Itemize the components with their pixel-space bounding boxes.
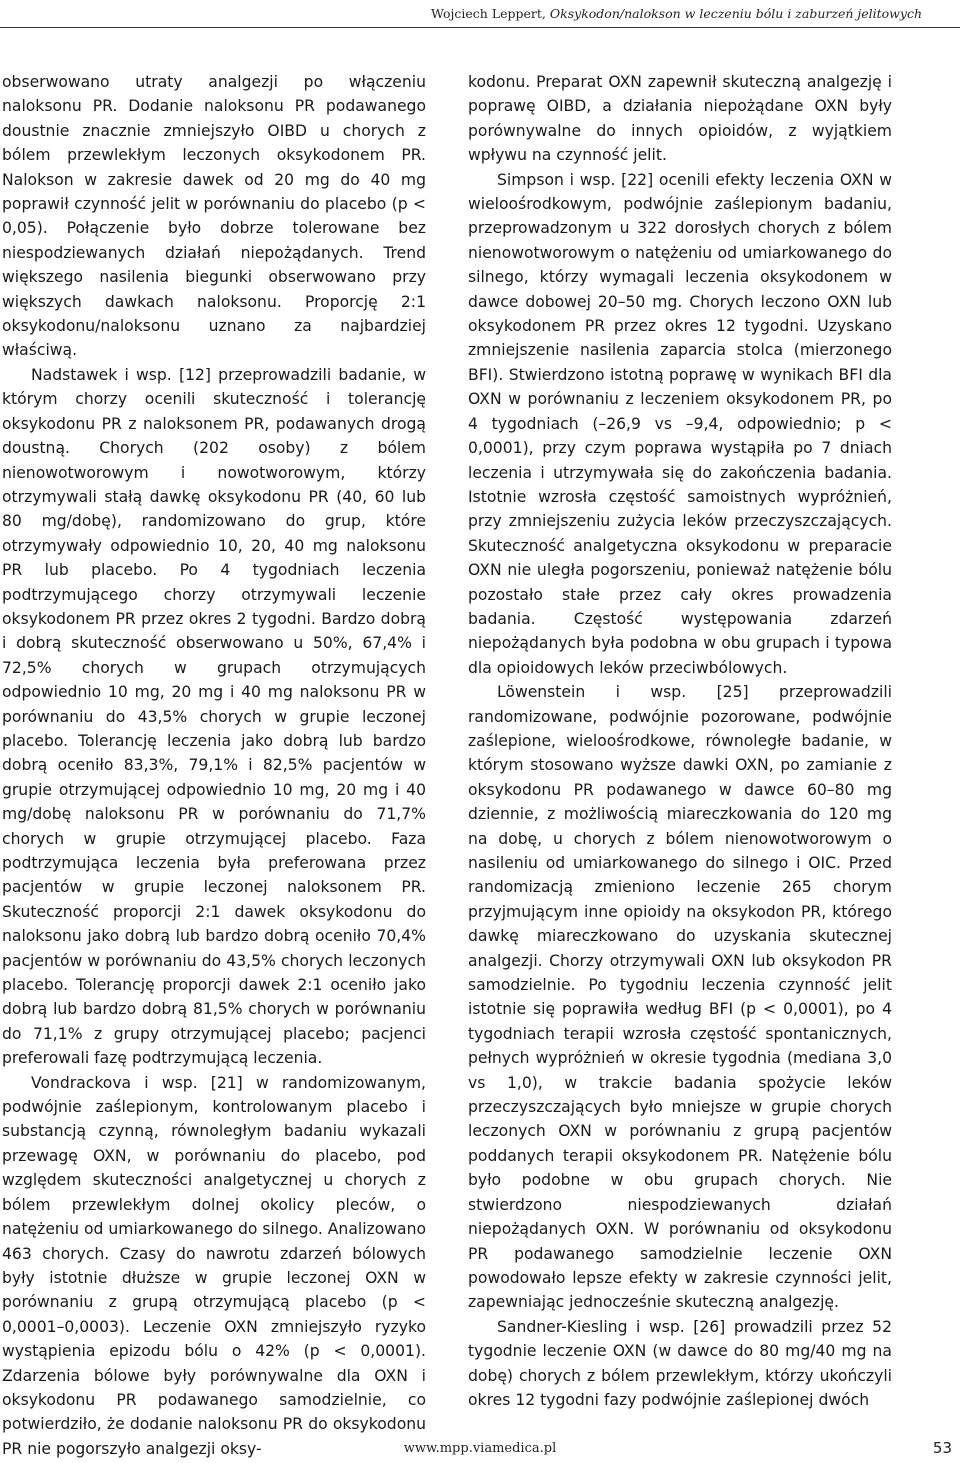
left-paragraph-2: Nadstawek i wsp. [12] przeprowadzili badanie, w którym chorzy ocenili skuteczność i tolerancję oksykodonu PR z naloksonem PR, podawanych drogą doustną. Chorych (202 osoby) z bólem nienowotworowym i nowotworowym, którzy otrzymywali stałą dawkę oksykodonu PR (40, 60 lub 80 mg/dobę), randomizowano do grup, które otrzymywały odpowiednio 10, 20, 40 mg naloksonu PR lub placebo. Po 4 tygodniach leczenia podtrzymującego chorzy otrzymywali leczenie oksykodonem PR przez okres 2 tygodni. Bardzo dobrą i dobrą skuteczność obserwowano u 50%, 67,4% i 72,5% chorych w grupach otrzymujących odpowiednio 10 mg, 20 mg i 40 mg naloksonu PR w porównaniu do 43,5% chorych w grupie leczonej placebo. Tolerancję leczenia jako dobrą lub bardzo dobrą oceniło 83,3%, 79,1% i 82,5% pacjentów w grupie otrzymującej odpowiednio 10 mg, 20 mg i 40 mg/dobę naloksonu PR w porównaniu do 71,7% chorych w grupie otrzymującej placebo. Faza podtrzymująca leczenia była preferowana przez pacjentów w grupie leczonej naloksonem PR. Skuteczność proporcji 2:1 dawek oksykodonu do naloksonu jako dobrą lub bardzo dobrą oceniło 70,4% pacjentów w porównaniu do 43,5% chorych leczonych placebo. Tolerancję proporcji dawek 2:1 oceniło jako dobrą lub bardzo dobrą 81,5% chorych w porównaniu do 71,1% z grupy otrzymującej placebo; pacjenci preferowali fazę podtrzymującą leczenia. [2, 365, 426, 1068]
right-paragraph-2: Simpson i wsp. [22] ocenili efekty leczenia OXN w wieloośrodkowym, podwójnie zaślepionym badaniu, przeprowadzonym u 322 dorosłych chorych z bólem nienowotworowym o natężeniu od umiarkowanego do silnego, którzy wymagali leczenia oksykodonem w dawce dobowej 20–50 mg. Chorych leczono OXN lub oksykodonem PR przez okres 12 tygodni. Uzyskano zmniejszenie nasilenia zaparcia stolca (mierzonego BFI). Stwierdzono istotną poprawę w wynikach BFI dla OXN w porównaniu z leczeniem oksykodonem PR, po 4 tygodniach (–26,9 vs –9,4, odpowiednio; p < 0,0001), przy czym poprawa wystąpiła po 7 dniach leczenia i utrzymywała się do zakończenia badania. Istotnie wzrosła częstość samoistnych wypróżnień, przy zmniejszeniu zużycia leków przeczyszczających. Skuteczność analgetyczna oksykodonu w preparacie OXN nie uległa pogorszeniu, ponieważ natężenie bólu pozostało stałe przez cały okres prowadzenia badania. Częstość występowania zdarzeń niepożądanych była podobna w obu grupach i typowa dla opioidowych leków przeciwbólowych. [468, 170, 892, 677]
left-paragraph-3: Vondrackova i wsp. [21] w randomizowanym, podwójnie zaślepionym, kontrolowanym placebo i substancją czynną, równoległym badaniu wykazali przewagę OXN, w porównaniu do placebo, pod względem skuteczności analgetycznej u chorych z bólem przewlekłym dolnej okolicy pleców, o natężeniu od umiarkowanego do silnego. Analizowano 463 chorych. Czasy do nawrotu zdarzeń bólowych były istotnie dłuższe w grupie leczonej OXN w porównaniu z grupą otrzymującą placebo (p < 0,0001–0,0003). Leczenie OXN zmniejszyło ryzyko wystąpienia epizodu bólu o 42% (p < 0,0001). Zdarzenia bólowe były porównywalne dla OXN i oksykodonu PR podawanego samodzielnie, co potwierdziło, że dodanie naloksonu PR do oksykodonu PR nie pogorszyło analgezji oksy- [2, 1073, 426, 1458]
right-paragraph-1: kodonu. Preparat OXN zapewnił skuteczną analgezję i poprawę OIBD, a działania niepożądane OXN były porównywalne do innych opioidów, z wyjątkiem wpływu na czynność jelit. [468, 73, 892, 165]
footer-url: www.mpp.viamedica.pl [403, 1441, 557, 1456]
page-number: 53 [932, 1439, 952, 1457]
left-column [2, 70, 426, 1461]
header-authors: Wojciech Leppert, [431, 6, 546, 21]
header-rule [0, 27, 960, 28]
right-paragraph-4: Sandner-Kiesling i wsp. [26] prowadzili przez 52 tygodnie leczenie OXN (w dawce do 80 mg/40 mg na dobę) chorych z bólem przewlekłym, którzy ukończyli okres 12 tygodni fazy podwójnie zaślepionej dwóch [468, 1317, 892, 1409]
right-column [468, 70, 892, 1412]
left-paragraph-1: obserwowano utraty analgezji po włączeniu naloksonu PR. Dodanie naloksonu PR podawanego doustnie znacznie zmniejszyło OIBD u chorych z bólem przewlekłym leczonych oksykodonem PR. Nalokson w zakresie dawek od 20 mg do 40 mg poprawił czynność jelit w porównaniu do placebo (p < 0,05). Połączenie było dobrze tolerowane bez niespodziewanych działań niepożądanych. Trend większego nasilenia biegunki obserwowano przy większych dawkach naloksonu. Proporcję 2:1 oksykodonu/naloksonu uznano za najbardziej właściwą. [2, 73, 426, 360]
running-head [0, 0, 960, 30]
right-paragraph-3: Löwenstein i wsp. [25] przeprowadzili randomizowane, podwójnie pozorowane, podwójnie zaślepione, wieloośrodkowe, równoległe badanie, w którym stosowano wyższe dawki OXN, po zamianie z oksykodonu PR podawanego w dawce 60–80 mg dziennie, z możliwością miareczkowania do 120 mg na dobę, u chorych z bólem nienowotworowym o nasileniu od umiarkowanego do silnego i OIC. Przed randomizacją zmieniono leczenie 265 chorym przyjmującym inne opioidy na oksykodon PR, którego dawkę miareczkowano do uzyskania skutecznej analgezji. Chorzy otrzymywali OXN lub oksykodon PR samodzielnie. Po tygodniu leczenia czynność jelit istotnie się poprawiła według BFI (p < 0,0001), po 4 tygodniach terapii wzrosła częstość spontanicznych, pełnych wypróżnień w okresie tygodnia (mediana 3,0 vs 1,0), w trakcie badania spożycie leków przeczyszczających było mniejsze w grupie chorych leczonych OXN w porównaniu z grupą pacjentów poddanych terapii oksykodonem PR. Natężenie bólu było podobne w obu grupach chorych. Nie stwierdzono niespodziewanych działań niepożądanych OXN. W porównaniu od oksykodonu PR podawanego samodzielnie leczenie OXN powodowało lepsze efekty w zakresie czynności jelit, zapewniając jednocześnie skuteczną analgezję. [468, 683, 892, 1312]
header-title: Oksykodon/nalokson w leczeniu bólu i zaburzeń jelitowych [549, 6, 922, 21]
